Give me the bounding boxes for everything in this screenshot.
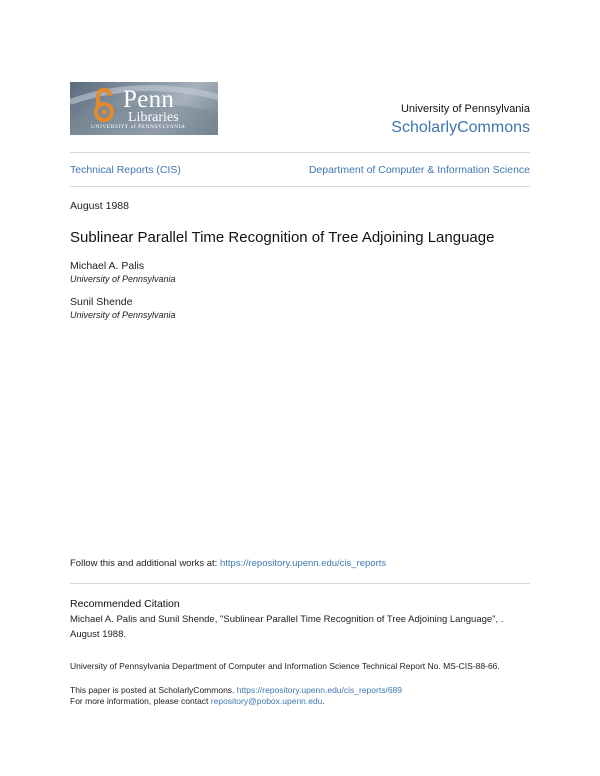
citation-text: Michael A. Palis and Sunil Shende, "Sublinear Parallel Time Recognition of Tree Adjoining Language", . August 1988.	[70, 614, 504, 640]
divider-citation	[70, 583, 530, 584]
logo-penn-text: Penn	[123, 86, 175, 113]
follow-text: Follow this and additional works at:	[70, 558, 220, 569]
divider-top	[70, 152, 530, 153]
author-name: Sunil Shende	[70, 296, 133, 308]
author-name: Michael A. Palis	[70, 260, 145, 272]
divider-nav	[70, 186, 530, 187]
contact-end: .	[322, 696, 325, 706]
department-link[interactable]: Department of Computer & Information Science	[308, 164, 530, 176]
logo-subtitle: UNIVERSITY of PENNSYLVANIA	[91, 124, 186, 130]
author-affiliation: University of Pennsylvania	[70, 274, 176, 284]
posted-text: This paper is posted at ScholarlyCommons.	[70, 685, 237, 695]
penn-libraries-logo[interactable]	[70, 82, 218, 135]
follow-line	[70, 558, 386, 569]
logo-libraries-text: Libraries	[128, 110, 179, 125]
report-number: University of Pennsylvania Department of Computer and Information Science Technical Report No. MS-CIS-88-66.	[70, 661, 500, 671]
author-affiliation: University of Pennsylvania	[70, 310, 176, 320]
contact-text: For more information, please contact	[70, 696, 211, 706]
technical-reports-link[interactable]: Technical Reports (CIS)	[70, 164, 181, 176]
university-name: University of Pennsylvania	[400, 103, 530, 115]
citation-heading: Recommended Citation	[70, 598, 180, 610]
cis-reports-link[interactable]: https://repository.upenn.edu/cis_reports	[219, 558, 387, 569]
document-title: Sublinear Parallel Time Recognition of Tree Adjoining Language	[70, 229, 495, 246]
posted-line	[70, 685, 402, 695]
contact-email-link[interactable]: repository@pobox.upenn.edu	[210, 696, 323, 706]
paper-link[interactable]: https://repository.upenn.edu/cis_reports/689	[236, 685, 402, 695]
publication-date: August 1988	[70, 200, 129, 212]
contact-line	[70, 696, 325, 706]
scholarlycommons-link[interactable]: ScholarlyCommons	[391, 119, 530, 136]
